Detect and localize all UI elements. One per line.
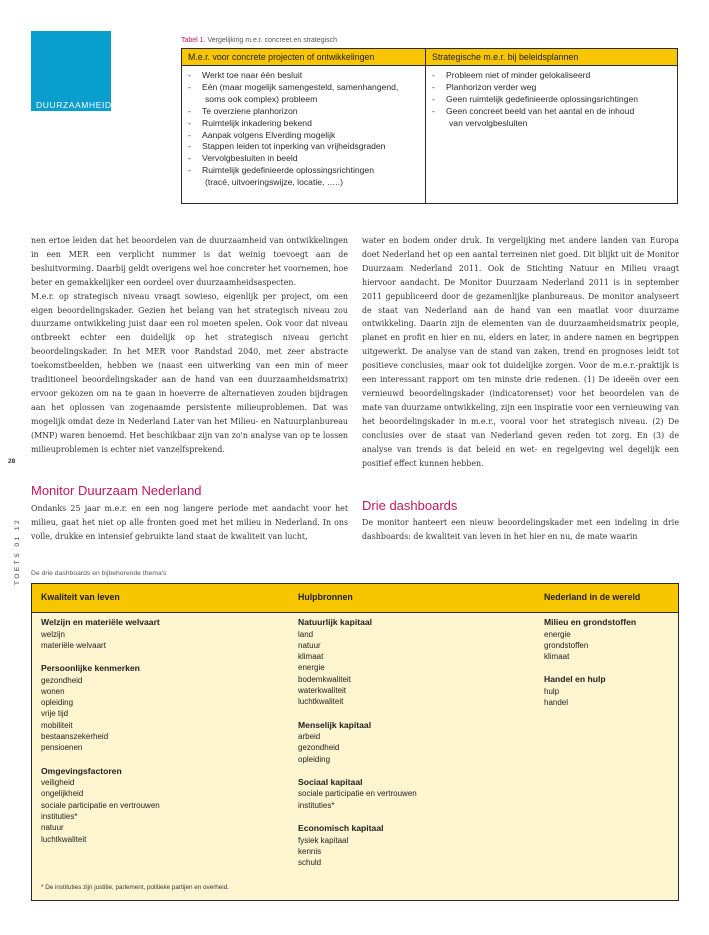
bullet-dash: - xyxy=(188,81,191,92)
theme-group xyxy=(41,617,160,651)
table1-item-text: (tracé, uitvoeringswijze, locatie, …..) xyxy=(205,177,344,188)
right-column-text xyxy=(362,234,679,470)
table2-column-resources xyxy=(298,617,417,880)
theme-item: natuur xyxy=(41,823,64,833)
table1-item-text: Ruimtelijk gedefinieerde oplossingsrichtingen xyxy=(202,165,374,176)
table2-column-world xyxy=(544,617,636,720)
theme-item: handel xyxy=(544,698,569,708)
theme-item: land xyxy=(298,629,314,639)
page-number: 28 xyxy=(8,458,16,465)
table1-item-text: van vervolgbesluiten xyxy=(449,117,528,128)
table1-item xyxy=(188,130,425,142)
bullet-dash: - xyxy=(188,141,191,152)
table1-item-text: Aanpak volgens Elverding mogelijk xyxy=(202,129,336,140)
theme-item: energie xyxy=(544,629,571,639)
theme-item: hulp xyxy=(544,686,560,696)
bullet-dash: - xyxy=(188,70,191,80)
theme-group-title: Menselijk kapitaal xyxy=(298,719,372,730)
dashboards-table xyxy=(31,583,679,901)
table1-item xyxy=(188,94,425,106)
table1-item xyxy=(188,165,425,177)
table1-item-text: Werkt toe naar één besluit xyxy=(202,70,303,80)
table1-item-text: Geen concreet beeld van het aantal en de inhoud xyxy=(446,105,635,116)
theme-group xyxy=(298,777,417,811)
theme-item: vrije tijd xyxy=(41,709,69,719)
bullet-dash: - xyxy=(188,117,191,128)
theme-group-title: Persoonlijke kenmerken xyxy=(41,663,140,674)
theme-item: wonen xyxy=(41,686,65,696)
table1-list-strategic xyxy=(426,66,677,130)
theme-item: materiële welvaart xyxy=(41,640,106,650)
theme-group xyxy=(298,617,417,708)
theme-item: kennis xyxy=(298,846,322,856)
theme-group-title: Handel en hulp xyxy=(544,674,606,685)
theme-group-title: Milieu en grondstoffen xyxy=(544,617,637,627)
table1-item xyxy=(188,82,425,94)
comparison-table xyxy=(181,48,678,204)
table1-item xyxy=(432,94,677,106)
table1-item-text: Te overziene planhorizon xyxy=(202,105,298,116)
theme-item: ongelijkheid xyxy=(41,789,84,799)
theme-item: gezondheid xyxy=(41,675,83,685)
theme-item: klimaat xyxy=(544,652,570,662)
theme-item: instituties* xyxy=(41,812,78,822)
table1-item xyxy=(188,177,425,189)
bullet-dash: - xyxy=(188,165,191,176)
table1-item-text: Vervolgbesluiten in beeld xyxy=(202,153,298,164)
bullet-dash: - xyxy=(432,70,435,80)
theme-item: bodemkwaliteit xyxy=(298,674,351,684)
paragraph: M.e.r. op strategisch niveau vraagt sowieso, eigenlijk per project, om een eigen beoordelingskader. Gezien het belang van het strategisch niveau zou duurzame ontwikkeling juist daar een rol moeten spelen. Ook voor dat niveau ontbreekt echter een duidelijk op het strategisch niveau gericht beoordelingskader. In het MER voor Randstad 2040, met zeer abstracte toekomstbeelden, hebben we (naast een uitwerking van een min of meer traditioneel beoordelingskader aan de hand van een duurzaamheidsmatrix) ervoor gekozen om na te gaan in hoeverre de alternatieven zouden bijdragen aan het oplossen van zogenaamde persistente milieuproblemen. Dat was mogelijk omdat deze in Nederland Later van het Milieu- en Natuurplanbureau (MNP) waren benoemd. Het beschikbaar zijn van zo'n analyse van op te lossen milieuproblemen is echter niet vanzelfsprekend. xyxy=(31,291,348,454)
left-column-text xyxy=(31,234,348,457)
side-label: TOETS 01 12 xyxy=(14,517,21,585)
bullet-dash: - xyxy=(188,129,191,140)
table1-header-concrete: M.e.r. voor concrete projecten of ontwikkelingen xyxy=(182,49,425,66)
section-text-monitor: Ondanks 25 jaar m.e.r. en een nog langere periode met aandacht voor het milieu, gaat het niet op alle fronten goed met het milieu in Nederland. In ons volle, drukke en intensief gebruikte land staat de kwaliteit van lucht, xyxy=(31,504,348,541)
theme-item: opleiding xyxy=(41,698,74,708)
theme-item: natuur xyxy=(298,640,321,650)
paragraph: water en bodem onder druk. In vergelijking met andere landen van Europa doet Nederland het op een aantal terreinen niet goed. Dit blijkt uit de Monitor Duurzaam Nederland 2011. Ook de Stichting Natuur en Milieu vraagt hiervoor aandacht. De Monitor Duurzaam Nederland 2011 is in september 2011 gepubliceerd door de gezamenlijke planbureaus. De monitor analyseert de staat van Nederland aan de hand van een maatlat voor duurzame ontwikkeling. Daarin zijn de elementen van de duurzaamheidsmatrix people, planet en profit en hier en nu, elders en later, in andere namen en begrippen uitgewerkt. De analyse van de stand van zaken, trend en prognoses leidt tot positieve conclusies, maar ook tot duidelijke zorgen. Voor de m.e.r.-praktijk is een interessant rapport om ten minste drie redenen. (1) De ideeën over een vernieuwd beoordelingskader (indicatorenset) voor het beoordelen van de mate van duurzame ontwikkeling, zijn een inspiratie voor een vernieuwing van het beoordelingskader in m.e.r., vooral voor het strategisch niveau. (2) De conclusies over de staat van Nederland geven reden tot zorg. En (3) de analyse van trends is dat beleid en wet- en regelgeving wel degelijk een positief effect kunnen hebben. xyxy=(362,236,679,468)
theme-item: mobiliteit xyxy=(41,720,73,730)
bullet-dash: - xyxy=(188,153,191,164)
theme-item: bestaanszekerheid xyxy=(41,732,109,742)
table1-item-text: Eén (maar mogelijk samengesteld, samenhangend, xyxy=(202,81,399,92)
theme-item: luchtkwaliteit xyxy=(298,697,344,707)
table1-caption-text: Vergelijking m.e.r. concreet en strategisch xyxy=(205,37,338,44)
table1-item-text: Geen ruimtelijk gedefinieerde oplossingsrichtingen xyxy=(446,93,639,104)
brand-label: DUURZAAMHEID xyxy=(36,100,112,110)
theme-group xyxy=(41,663,160,754)
table2-caption: De drie dashboards en bijbehorende thema's xyxy=(31,570,167,577)
table1-item xyxy=(432,118,677,130)
theme-group xyxy=(544,617,636,662)
bullet-dash: - xyxy=(432,93,435,104)
table1-item xyxy=(432,82,677,94)
theme-item: instituties* xyxy=(298,800,335,810)
table1-item-text: soms ook complex) probleem xyxy=(205,93,318,104)
table1-item-text: Probleem niet of minder gelokaliseerd xyxy=(446,70,591,80)
theme-group xyxy=(298,720,417,765)
table1-item xyxy=(188,153,425,165)
theme-item: schuld xyxy=(298,858,322,868)
theme-group xyxy=(41,766,160,845)
bullet-dash: - xyxy=(432,81,435,92)
theme-item: fysiek kapitaal xyxy=(298,835,349,845)
table1-item xyxy=(188,106,425,118)
theme-item: gezondheid xyxy=(298,743,340,753)
table1-item xyxy=(188,141,425,153)
theme-group-title: Welzijn en materiële welvaart xyxy=(41,617,160,627)
table1-item-text: Planhorizon verder weg xyxy=(446,81,537,92)
theme-item: sociale participatie en vertrouwen xyxy=(41,800,160,810)
table1-item-text: Stappen leiden tot inperking van vrijheidsgraden xyxy=(202,141,386,152)
table2-header-quality: Kwaliteit van leven xyxy=(41,592,120,602)
table1-item xyxy=(188,118,425,130)
bullet-dash: - xyxy=(188,105,191,116)
theme-item: welzijn xyxy=(41,629,66,639)
table2-column-quality xyxy=(41,617,160,857)
section-heading-dashboards: Drie dashboards xyxy=(362,498,458,513)
theme-item: energie xyxy=(298,663,325,673)
theme-item: waterkwaliteit xyxy=(298,685,347,695)
theme-group-title: Omgevingsfactoren xyxy=(41,765,122,776)
table1-header-strategic: Strategische m.e.r. bij beleidsplannen xyxy=(426,49,677,66)
table1-column-strategic xyxy=(426,49,677,203)
table1-list-concrete xyxy=(182,66,425,189)
brand-block xyxy=(31,31,111,111)
bullet-dash: - xyxy=(432,105,435,116)
table1-column-concrete xyxy=(182,49,426,203)
theme-item: arbeid xyxy=(298,732,321,742)
theme-item: opleiding xyxy=(298,754,331,764)
table1-caption xyxy=(181,37,337,44)
theme-group-title: Economisch kapitaal xyxy=(298,823,384,834)
section-heading-monitor: Monitor Duurzaam Nederland xyxy=(31,483,202,498)
theme-item: klimaat xyxy=(298,652,324,662)
table2-header-world: Nederland in de wereld xyxy=(544,592,641,602)
table1-item xyxy=(432,70,677,82)
theme-group xyxy=(544,674,636,708)
table2-footnote: * De instituties zijn justitie, parlement, politieke partijen en overheid. xyxy=(41,884,229,891)
theme-item: grondstoffen xyxy=(544,640,589,650)
theme-item: veiligheid xyxy=(41,778,75,788)
theme-group-title: Sociaal kapitaal xyxy=(298,776,363,787)
section-text-dashboards: De monitor hanteert een nieuw beoordelingskader met een indeling in drie dashboards: de kwaliteit van leven in het hier en nu, de mate waarin xyxy=(362,518,679,541)
theme-group xyxy=(298,823,417,868)
theme-item: pensioenen xyxy=(41,743,83,753)
theme-group-title: Natuurlijk kapitaal xyxy=(298,617,373,627)
theme-item: luchtkwaliteit xyxy=(41,834,87,844)
table2-header-resources: Hulpbronnen xyxy=(298,592,353,602)
table1-item-text: Ruimtelijk inkadering bekend xyxy=(202,117,312,128)
table1-item xyxy=(188,70,425,82)
table1-caption-label: Tabel 1. xyxy=(181,37,206,44)
table1-item xyxy=(432,106,677,118)
theme-item: sociale participatie en vertrouwen xyxy=(298,789,417,799)
paragraph: nen ertoe leiden dat het beoordelen van de duurzaamheid van ontwikkelingen in een MER een verplicht nummer is dat weinig toevoegt aan de besluitvorming. Daarbij geldt overigens wel hoe concreter het voornemen, hoe beter en gemakkelijker een oordeel over duurzaamheidsaspecten. xyxy=(31,236,348,287)
table2-header-row xyxy=(32,584,678,613)
